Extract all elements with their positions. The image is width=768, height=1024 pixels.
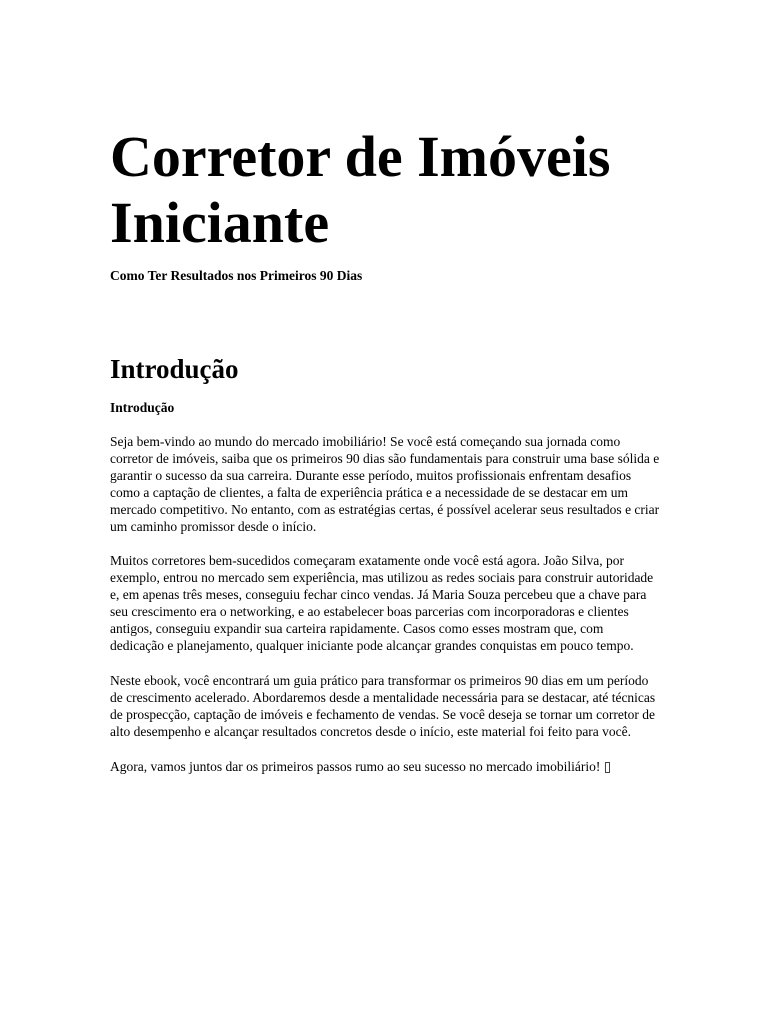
paragraph: Muitos corretores bem-sucedidos começaram exatamente onde você está agora. João Silva, por exemplo, entrou no mercado sem experiência, mas utilizou as redes sociais para construir autoridade e, em apenas três meses, conseguiu fechar cinco vendas. Já Maria Souza percebeu que a chave para seu crescimento era o networking, e ao estabelecer boas parcerias com incorporadoras e clientes antigos, conseguiu expandir sua carteira rapidamente. Casos como esses mostram que, com dedicação e planejamento, qualquer iniciante pode alcançar grandes conquistas em pouco tempo. xyxy=(110,553,654,653)
document-page xyxy=(110,124,660,775)
section-subheading: Introdução xyxy=(110,400,175,415)
paragraph: Agora, vamos juntos dar os primeiros passos rumo ao seu sucesso no mercado imobiliário! ▯ xyxy=(110,758,612,774)
paragraph: Seja bem-vindo ao mundo do mercado imobiliário! Se você está começando sua jornada como corretor de imóveis, saiba que os primeiros 90 dias são fundamentais para construir uma base sólida e garantir o sucesso da sua carreira. Durante esse período, muitos profissionais enfrentam desafios como a captação de clientes, a falta de experiência prática e a necessidade de se destacar em um mercado competitivo. No entanto, com as estratégias certas, é possível acelerar seus resultados e criar um caminho promissor desde o início. xyxy=(110,434,660,534)
section-heading: Introdução xyxy=(110,354,239,384)
document-title: Corretor de Imóveis Iniciante xyxy=(110,124,611,255)
document-subtitle: Como Ter Resultados nos Primeiros 90 Dias xyxy=(110,268,363,283)
paragraph: Neste ebook, você encontrará um guia prático para transformar os primeiros 90 dias em um período de crescimento acelerado. Abordaremos desde a mentalidade necessária para se destacar, até técnicas de prospecção, captação de imóveis e fechamento de vendas. Se você deseja se tornar um corretor de alto desempenho e alcançar resultados concretos desde o início, este material foi feito para você. xyxy=(110,672,656,739)
